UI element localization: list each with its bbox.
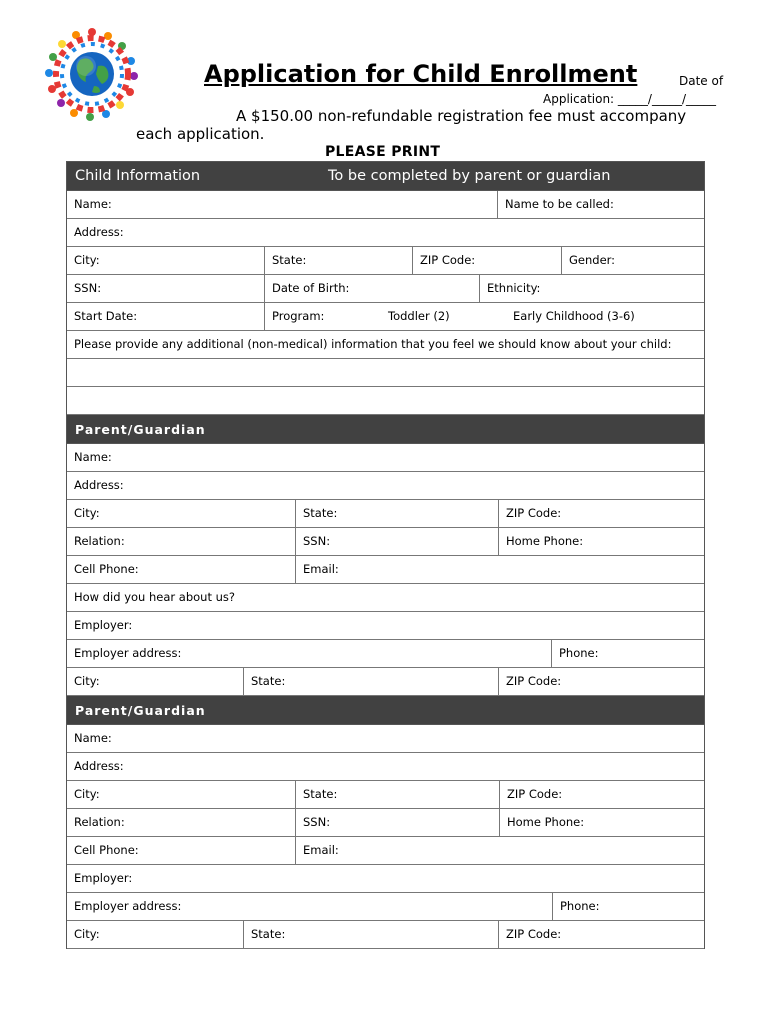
guardian-2-employer-address-field[interactable]: Employer address: (67, 893, 553, 920)
guardian-1-employer-zip-field[interactable]: ZIP Code: (506, 674, 562, 688)
guardian-1-city-field[interactable]: City: (67, 500, 296, 527)
child-info-header (67, 162, 704, 191)
guardian-2-address-field[interactable]: Address: (74, 759, 124, 773)
form-row (67, 219, 704, 247)
guardian-2-cell-phone-field[interactable]: Cell Phone: (67, 837, 296, 864)
guardian-1-hear-about-field[interactable]: How did you hear about us? (74, 590, 235, 604)
guardian-2-header (67, 696, 704, 725)
guardian-1-name-field[interactable]: Name: (74, 450, 112, 464)
program-label: Program: (272, 309, 325, 323)
form-row (67, 640, 704, 668)
guardian-1-home-phone-field[interactable]: Home Phone: (506, 534, 584, 548)
guardian-1-zip-field[interactable]: ZIP Code: (506, 506, 562, 520)
form-row (67, 612, 704, 640)
page-title: Application for Child Enrollment (204, 60, 638, 88)
additional-info-line-1[interactable] (67, 359, 704, 386)
program-option-toddler[interactable]: Toddler (2) (388, 309, 450, 323)
guardian-2-relation-field[interactable]: Relation: (67, 809, 296, 836)
child-dob-field[interactable]: Date of Birth: (265, 275, 480, 302)
guardian-2-employer-field[interactable]: Employer: (74, 871, 133, 885)
form-row (67, 668, 704, 696)
guardian-1-employer-city-field[interactable]: City: (67, 668, 244, 695)
child-zip-field[interactable]: ZIP Code: (413, 247, 562, 274)
child-info-title: Child Information (75, 168, 201, 184)
form-row (67, 303, 704, 331)
guardian-2-zip-field[interactable]: ZIP Code: (507, 787, 563, 801)
guardian-2-state-field[interactable]: State: (296, 781, 500, 808)
child-start-date-field[interactable]: Start Date: (67, 303, 265, 330)
form-row (67, 359, 704, 387)
date-of-application-label: Date of (679, 74, 724, 88)
guardian-1-employer-field[interactable]: Employer: (74, 618, 133, 632)
registration-fee-note-cont: each application. (136, 125, 265, 143)
form-row (67, 528, 704, 556)
guardian-2-ssn-field[interactable]: SSN: (296, 809, 500, 836)
child-address-field[interactable]: Address: (74, 225, 124, 239)
guardian-1-header (67, 415, 704, 444)
guardian-1-employer-address-field[interactable]: Employer address: (67, 640, 552, 667)
form-row (67, 809, 704, 837)
child-ssn-field[interactable]: SSN: (67, 275, 265, 302)
guardian-2-employer-zip-field[interactable]: ZIP Code: (506, 927, 562, 941)
form-row (67, 331, 704, 359)
form-row (67, 753, 704, 781)
guardian-1-title: Parent/Guardian (75, 421, 206, 437)
guardian-1-state-field[interactable]: State: (296, 500, 499, 527)
globe-icon (70, 52, 114, 96)
guardian-1-employer-state-field[interactable]: State: (244, 668, 499, 695)
registration-fee-note: A $150.00 non-refundable registration fee must accompany (236, 107, 687, 125)
child-name-called-field[interactable]: Name to be called: (505, 197, 614, 211)
form-row (67, 472, 704, 500)
form-row (67, 725, 704, 753)
form-row (67, 275, 704, 303)
guardian-2-city-field[interactable]: City: (67, 781, 296, 808)
form-row (67, 781, 704, 809)
child-program-field[interactable] (265, 303, 704, 330)
guardian-2-employer-state-field[interactable]: State: (244, 921, 499, 948)
guardian-1-relation-field[interactable]: Relation: (67, 528, 296, 555)
form-row (67, 247, 704, 275)
form-row (67, 893, 704, 921)
child-city-field[interactable]: City: (67, 247, 265, 274)
child-state-field[interactable]: State: (265, 247, 413, 274)
guardian-2-name-field[interactable]: Name: (74, 731, 112, 745)
child-gender-field[interactable]: Gender: (569, 253, 616, 267)
form-row (67, 387, 704, 415)
guardian-2-home-phone-field[interactable]: Home Phone: (507, 815, 585, 829)
additional-info-line-2[interactable] (67, 387, 704, 414)
form-row (67, 500, 704, 528)
date-of-application-field[interactable]: Application: _____/_____/_____ (543, 92, 716, 106)
guardian-2-employer-phone-field[interactable]: Phone: (560, 899, 600, 913)
please-print-label: PLEASE PRINT (325, 144, 441, 160)
additional-info-label: Please provide any additional (non-medical) information that you feel we should know about your child: (74, 337, 672, 351)
child-name-field[interactable]: Name: (67, 191, 498, 218)
children-around-globe-logo (44, 26, 140, 122)
child-info-note: To be completed by parent or guardian (328, 168, 611, 184)
form-row (67, 191, 704, 219)
guardian-1-cell-phone-field[interactable]: Cell Phone: (67, 556, 296, 583)
form-row (67, 837, 704, 865)
child-ethnicity-field[interactable]: Ethnicity: (487, 281, 541, 295)
guardian-1-address-field[interactable]: Address: (74, 478, 124, 492)
enrollment-form (66, 161, 705, 949)
form-row (67, 444, 704, 472)
program-option-early-childhood[interactable]: Early Childhood (3-6) (513, 309, 635, 323)
form-row (67, 865, 704, 893)
guardian-1-email-field[interactable]: Email: (303, 562, 339, 576)
form-row (67, 556, 704, 584)
guardian-2-title: Parent/Guardian (75, 702, 206, 718)
guardian-2-employer-city-field[interactable]: City: (67, 921, 244, 948)
guardian-2-email-field[interactable]: Email: (303, 843, 339, 857)
guardian-1-ssn-field[interactable]: SSN: (296, 528, 499, 555)
form-row (67, 584, 704, 612)
guardian-1-employer-phone-field[interactable]: Phone: (559, 646, 599, 660)
form-row (67, 921, 704, 949)
